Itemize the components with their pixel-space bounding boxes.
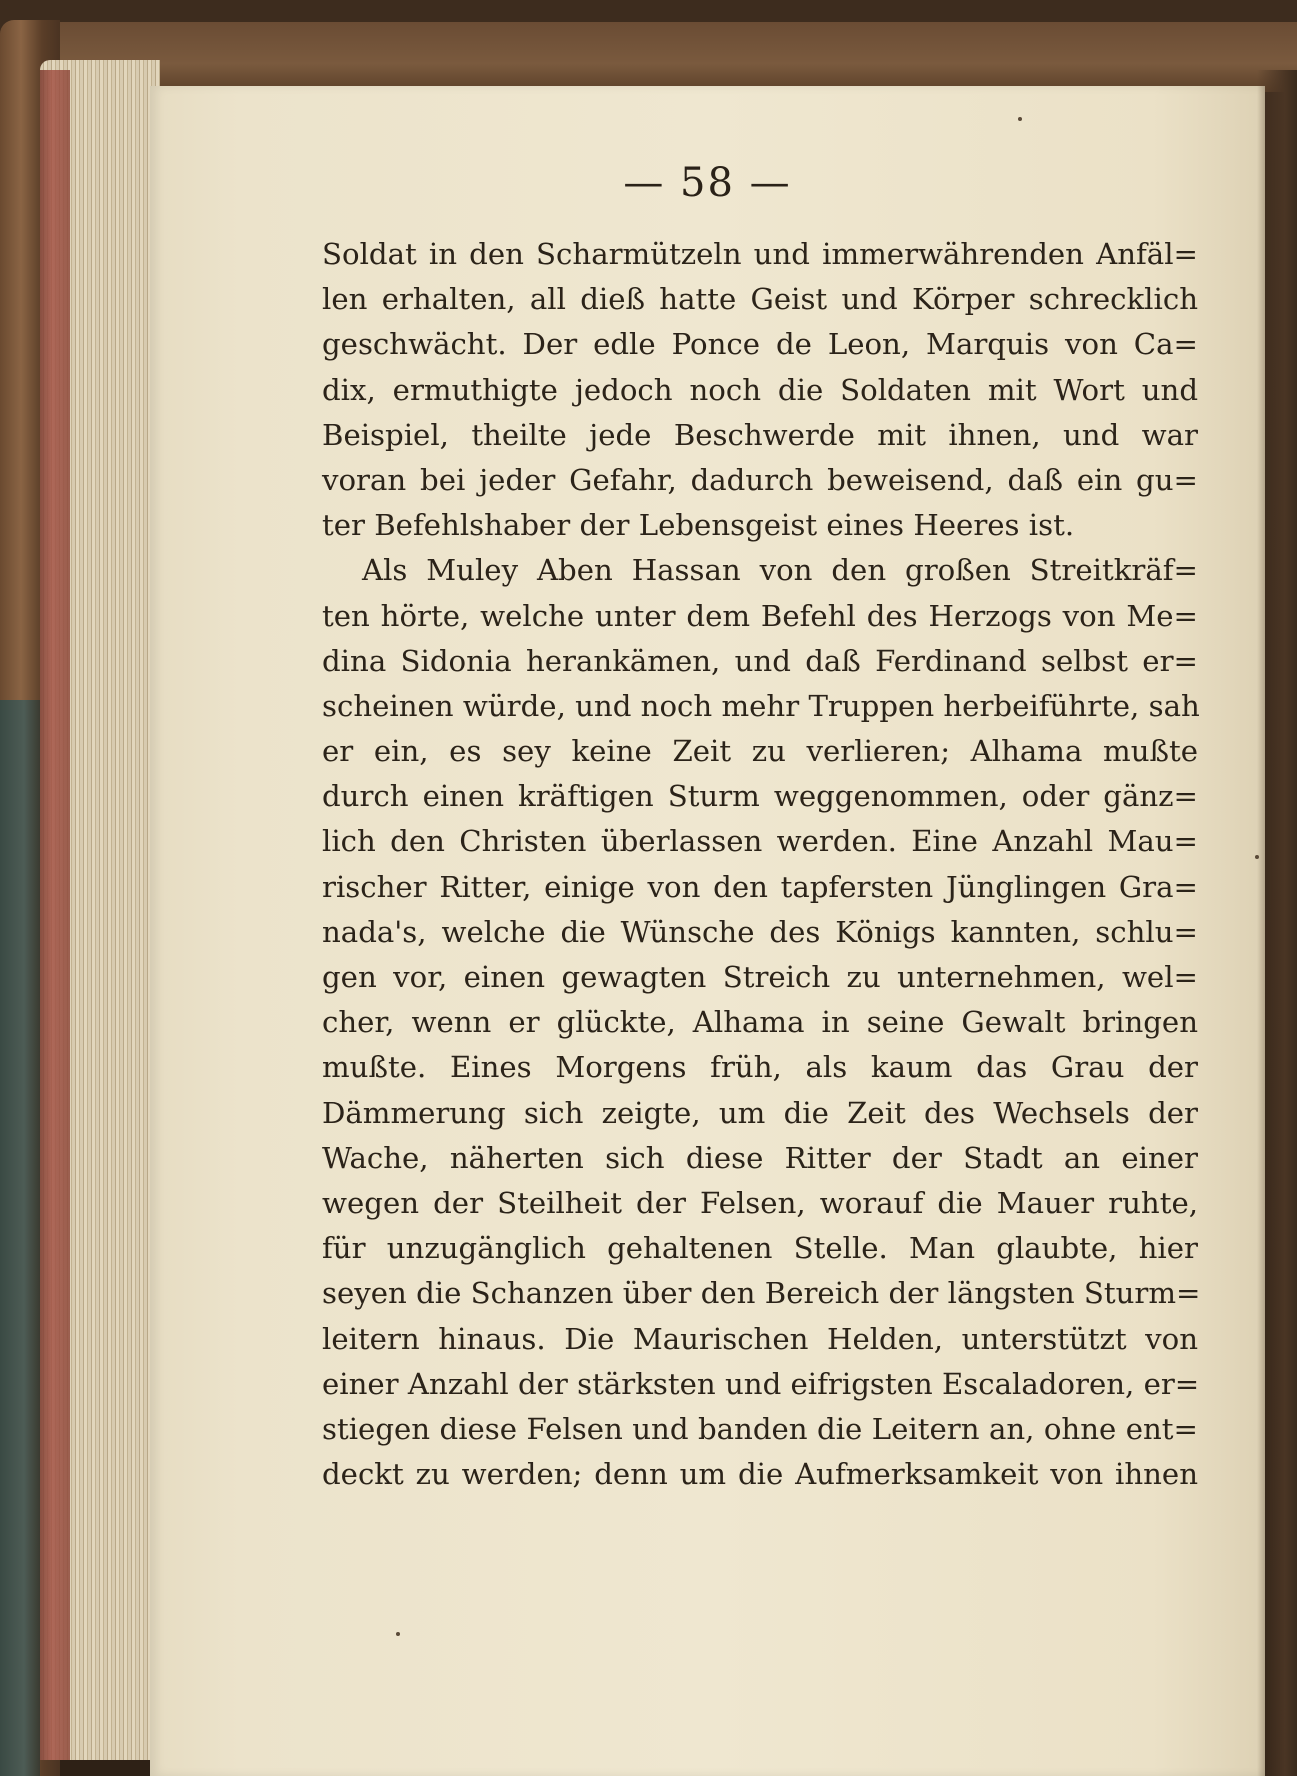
text-line: len erhalten, all dieß hatte Geist und Körper schrecklich xyxy=(322,282,1198,317)
text-line: nada's, welche die Wünsche des Königs kannten, schlu= xyxy=(322,914,1198,949)
text-line: deckt zu werden; denn um die Aufmerksamkeit von ihnen xyxy=(322,1457,1198,1492)
text-line: geschwächt. Der edle Ponce de Leon, Marquis von Ca= xyxy=(322,327,1198,362)
text-line: lich den Christen überlassen werden. Eine Anzahl Mau= xyxy=(322,824,1198,859)
paper-speck xyxy=(396,1632,400,1636)
text-line: durch einen kräftigen Sturm weggenommen, oder gänz= xyxy=(322,779,1198,814)
page-text xyxy=(322,232,1201,1497)
text-line: rischer Ritter, einige von den tapfersten Jünglingen Gra= xyxy=(322,869,1198,904)
text-line: dix, ermuthigte jedoch noch die Soldaten mit Wort und xyxy=(322,372,1198,407)
text-line: Dämmerung sich zeigte, um die Zeit des Wechsels der xyxy=(322,1095,1198,1130)
paper-speck xyxy=(1018,117,1022,121)
text-line: seyen die Schanzen über den Bereich der längsten Sturm= xyxy=(322,1276,1201,1311)
text-line: stiegen diese Felsen und banden die Leitern an, ohne ent= xyxy=(322,1411,1198,1446)
text-line: ten hörte, welche unter dem Befehl des Herzogs von Me= xyxy=(322,598,1198,633)
text-line: ter Befehlshaber der Lebensgeist eines Heeres ist. xyxy=(322,508,1075,543)
text-line: Als Muley Aben Hassan von den großen Streitkräf= xyxy=(362,553,1198,588)
text-line: mußte. Eines Morgens früh, als kaum das Grau der xyxy=(322,1050,1198,1085)
text-line: gen vor, einen gewagten Streich zu unternehmen, wel= xyxy=(322,960,1198,994)
text-line: für unzugänglich gehaltenen Stelle. Man glaubte, hier xyxy=(322,1231,1198,1266)
page-gutter-shadow xyxy=(1257,70,1297,1776)
text-line: voran bei jeder Gefahr, dadurch beweisend, daß ein gu= xyxy=(322,462,1198,497)
text-line: Wache, näherten sich diese Ritter der Stadt an einer xyxy=(322,1140,1198,1175)
text-line: cher, wenn er glückte, Alhama in seine Gewalt bringen xyxy=(322,1005,1198,1040)
text-line: dina Sidonia herankämen, und daß Ferdinand selbst er= xyxy=(322,643,1198,678)
text-line: Beispiel, theilte jede Beschwerde mit ihnen, und war xyxy=(322,417,1198,452)
book-binding-strip xyxy=(0,700,40,1776)
paper-speck xyxy=(1255,855,1259,859)
text-line: leitern hinaus. Die Maurischen Helden, unterstützt von xyxy=(322,1321,1198,1356)
red-page-edge xyxy=(40,70,70,1760)
text-line: Soldat in den Scharmützeln und immerwährenden Anfäl= xyxy=(322,237,1198,271)
text-line: scheinen würde, und noch mehr Truppen herbeiführte, sah xyxy=(322,688,1200,723)
text-line: wegen der Steilheit der Felsen, worauf die Mauer ruhte, xyxy=(322,1185,1198,1220)
text-line: er ein, es sey keine Zeit zu verlieren; Alhama mußte xyxy=(322,734,1198,769)
text-line: einer Anzahl der stärksten und eifrigsten Escaladoren, er= xyxy=(322,1366,1200,1401)
book-cover-top xyxy=(0,22,1297,92)
page-number: — 58 — xyxy=(623,160,792,206)
